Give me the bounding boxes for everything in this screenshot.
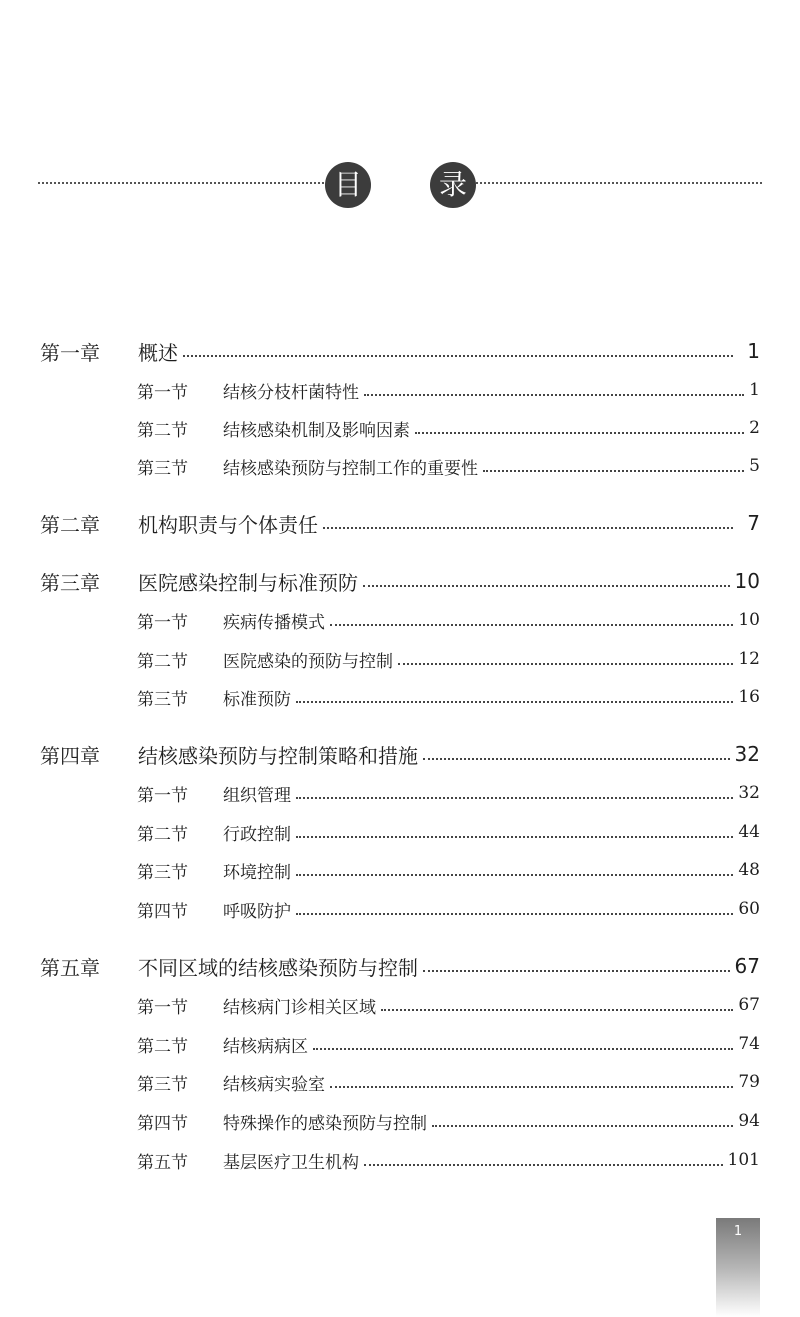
toc-section[interactable] <box>137 1029 760 1059</box>
section-title: 特殊操作的感染预防与控制 <box>223 1113 427 1134</box>
heading-char-circle: 目 <box>325 162 371 208</box>
chapter-title: 医院感染控制与标准预防 <box>138 570 358 595</box>
folio-number: 1 <box>733 1224 743 1239</box>
chapter-number: 第一章 <box>40 340 100 365</box>
chapter-number: 第四章 <box>40 743 100 768</box>
toc-section[interactable] <box>137 451 760 481</box>
toc-chapter[interactable] <box>40 951 760 981</box>
page-number: 1 <box>747 339 760 363</box>
dot-leader <box>483 470 744 472</box>
page-number: 10 <box>734 569 760 593</box>
section-number: 第一节 <box>137 612 188 633</box>
dot-leader <box>432 1125 733 1127</box>
dot-leader <box>364 394 744 396</box>
section-title: 结核感染预防与控制工作的重要性 <box>223 458 478 479</box>
dot-leader <box>423 758 730 760</box>
section-title: 环境控制 <box>223 862 291 883</box>
chapter-title: 概述 <box>138 340 178 365</box>
toc-section[interactable] <box>137 990 760 1020</box>
section-title: 行政控制 <box>223 824 291 845</box>
toc-chapter[interactable] <box>40 508 760 538</box>
section-title: 结核病门诊相关区域 <box>223 997 376 1018</box>
section-title: 疾病传播模式 <box>223 612 325 633</box>
section-title: 结核病病区 <box>223 1036 308 1057</box>
page-number: 101 <box>727 1150 760 1170</box>
section-number: 第四节 <box>137 1113 188 1134</box>
page-number: 10 <box>738 610 760 630</box>
dot-leader <box>296 836 733 838</box>
toc-section[interactable] <box>137 817 760 847</box>
section-title: 结核感染机制及影响因素 <box>223 420 410 441</box>
section-number: 第五节 <box>137 1152 188 1173</box>
chapter-title: 机构职责与个体责任 <box>138 512 318 537</box>
section-number: 第一节 <box>137 997 188 1018</box>
page-number: 7 <box>747 511 760 535</box>
section-title: 标准预防 <box>223 689 291 710</box>
toc-section[interactable] <box>137 1106 760 1136</box>
dot-leader <box>296 701 733 703</box>
section-title: 基层医疗卫生机构 <box>223 1152 359 1173</box>
dot-leader <box>423 970 730 972</box>
section-number: 第三节 <box>137 1074 188 1095</box>
toc-section[interactable] <box>137 855 760 885</box>
dot-leader <box>415 432 744 434</box>
section-title: 呼吸防护 <box>223 901 291 922</box>
toc-section[interactable] <box>137 605 760 635</box>
chapter-number: 第三章 <box>40 570 100 595</box>
toc-section[interactable] <box>137 894 760 924</box>
folio-tab <box>716 1218 760 1317</box>
toc-chapter[interactable] <box>40 739 760 769</box>
section-number: 第三节 <box>137 862 188 883</box>
toc-chapter[interactable] <box>40 336 760 366</box>
page-number: 67 <box>734 954 760 978</box>
heading-char-circle: 录 <box>430 162 476 208</box>
heading-leader-right <box>476 182 762 184</box>
page-number: 44 <box>738 822 760 842</box>
section-number: 第一节 <box>137 382 188 403</box>
section-number: 第二节 <box>137 824 188 845</box>
dot-leader <box>363 585 730 587</box>
chapter-title: 不同区域的结核感染预防与控制 <box>138 955 418 980</box>
dot-leader <box>313 1048 733 1050</box>
chapter-number: 第二章 <box>40 512 100 537</box>
dot-leader <box>330 624 733 626</box>
dot-leader <box>323 527 733 529</box>
toc-chapter[interactable] <box>40 566 760 596</box>
page-number: 60 <box>738 899 760 919</box>
section-title: 医院感染的预防与控制 <box>223 651 393 672</box>
page-number: 1 <box>749 380 760 400</box>
toc-section[interactable] <box>137 1067 760 1097</box>
dot-leader <box>364 1164 723 1166</box>
section-title: 结核病实验室 <box>223 1074 325 1095</box>
page-number: 16 <box>738 687 760 707</box>
section-number: 第三节 <box>137 689 188 710</box>
chapter-number: 第五章 <box>40 955 100 980</box>
toc-section[interactable] <box>137 413 760 443</box>
section-number: 第三节 <box>137 458 188 479</box>
page-number: 32 <box>738 783 760 803</box>
page-number: 79 <box>738 1072 760 1092</box>
dot-leader <box>183 355 733 357</box>
page-number: 2 <box>749 418 760 438</box>
page-number: 94 <box>738 1111 760 1131</box>
page-number: 32 <box>734 742 760 766</box>
section-number: 第二节 <box>137 1036 188 1057</box>
toc-section[interactable] <box>137 375 760 405</box>
dot-leader <box>330 1086 733 1088</box>
section-title: 组织管理 <box>223 785 291 806</box>
page-number: 12 <box>738 649 760 669</box>
section-number: 第一节 <box>137 785 188 806</box>
dot-leader <box>296 874 733 876</box>
page-number: 67 <box>738 995 760 1015</box>
dot-leader <box>296 913 733 915</box>
toc-section[interactable] <box>137 1145 760 1175</box>
dot-leader <box>381 1009 733 1011</box>
page-number: 48 <box>738 860 760 880</box>
dot-leader <box>296 797 733 799</box>
section-number: 第四节 <box>137 901 188 922</box>
section-number: 第二节 <box>137 420 188 441</box>
toc-heading <box>38 160 762 208</box>
heading-leader-left <box>38 182 324 184</box>
section-number: 第二节 <box>137 651 188 672</box>
dot-leader <box>398 663 733 665</box>
page-number: 74 <box>738 1034 760 1054</box>
section-title: 结核分枝杆菌特性 <box>223 382 359 403</box>
toc-section[interactable] <box>137 778 760 808</box>
toc-section[interactable] <box>137 682 760 712</box>
chapter-title: 结核感染预防与控制策略和措施 <box>138 743 418 768</box>
page-number: 5 <box>749 456 760 476</box>
toc-section[interactable] <box>137 644 760 674</box>
